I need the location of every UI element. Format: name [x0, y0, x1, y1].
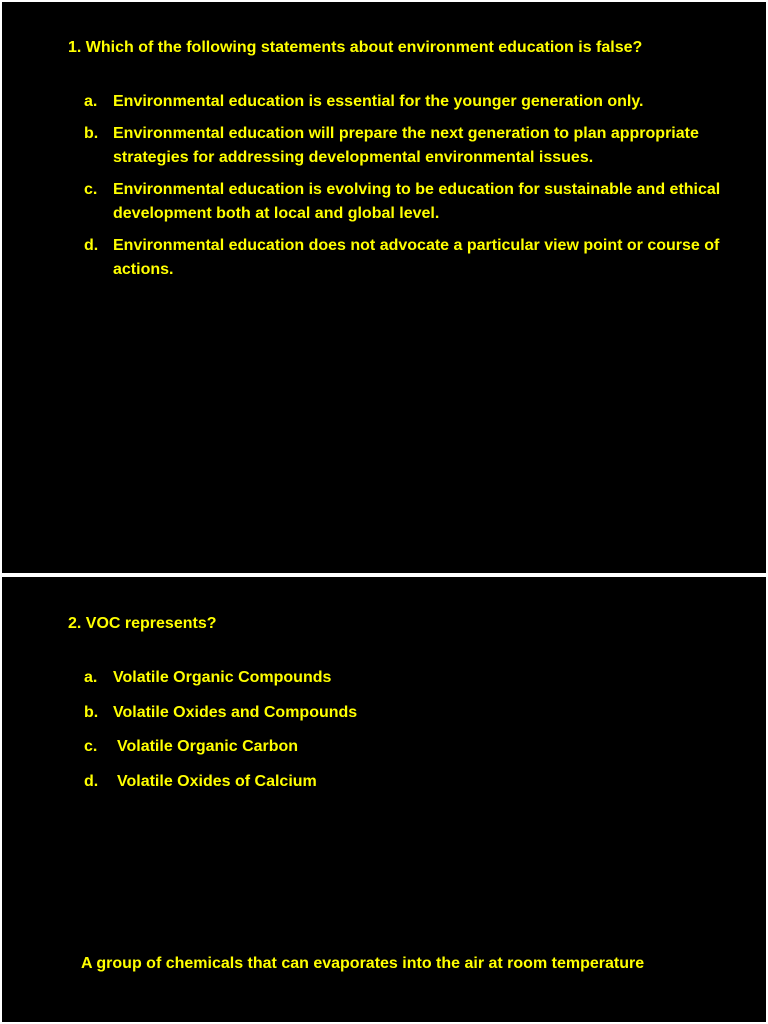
- option-text: Volatile Organic Carbon: [117, 738, 299, 755]
- option-text: Volatile Oxides of Calcium: [117, 772, 317, 790]
- option-text: Environmental education is evolving to be education for sustainable and ethical development both at local and global level.: [113, 181, 721, 222]
- option-letter: d.: [84, 772, 99, 790]
- option-text: Volatile Oxides and Compounds: [113, 703, 358, 721]
- option-letter: b.: [84, 703, 99, 721]
- question-1-options: [84, 90, 724, 290]
- option-d: [84, 234, 724, 282]
- option-c: [84, 178, 724, 226]
- option-letter: a.: [84, 669, 98, 686]
- question-2-text: 2. VOC represents?: [68, 615, 217, 632]
- question-1-text: 1. Which of the following statements about environment education is false?: [68, 39, 643, 56]
- option-letter: a.: [84, 93, 98, 110]
- option-a: [84, 666, 724, 690]
- answer-explanation: A group of chemicals that can evaporates into the air at room temperature: [81, 955, 645, 972]
- option-text: Environmental education does not advocate a particular view point or course of actions.: [113, 237, 720, 278]
- option-letter: b.: [84, 125, 99, 142]
- option-text: Environmental education is essential for the younger generation only.: [113, 93, 644, 110]
- option-letter: c.: [84, 738, 98, 755]
- option-b: [84, 122, 724, 170]
- question-2-options: [84, 666, 724, 804]
- option-letter: c.: [84, 181, 98, 198]
- option-b: [84, 701, 724, 725]
- option-a: [84, 90, 724, 114]
- option-text: Volatile Organic Compounds: [113, 669, 332, 686]
- slide-question-2: [2, 577, 766, 1022]
- option-text: Environmental education will prepare the next generation to plan appropriate strategies for addressing developmental environmental issues.: [113, 125, 699, 166]
- option-c: [84, 735, 724, 759]
- option-letter: d.: [84, 237, 99, 254]
- option-d: [84, 770, 724, 794]
- slide-question-1: [2, 2, 766, 573]
